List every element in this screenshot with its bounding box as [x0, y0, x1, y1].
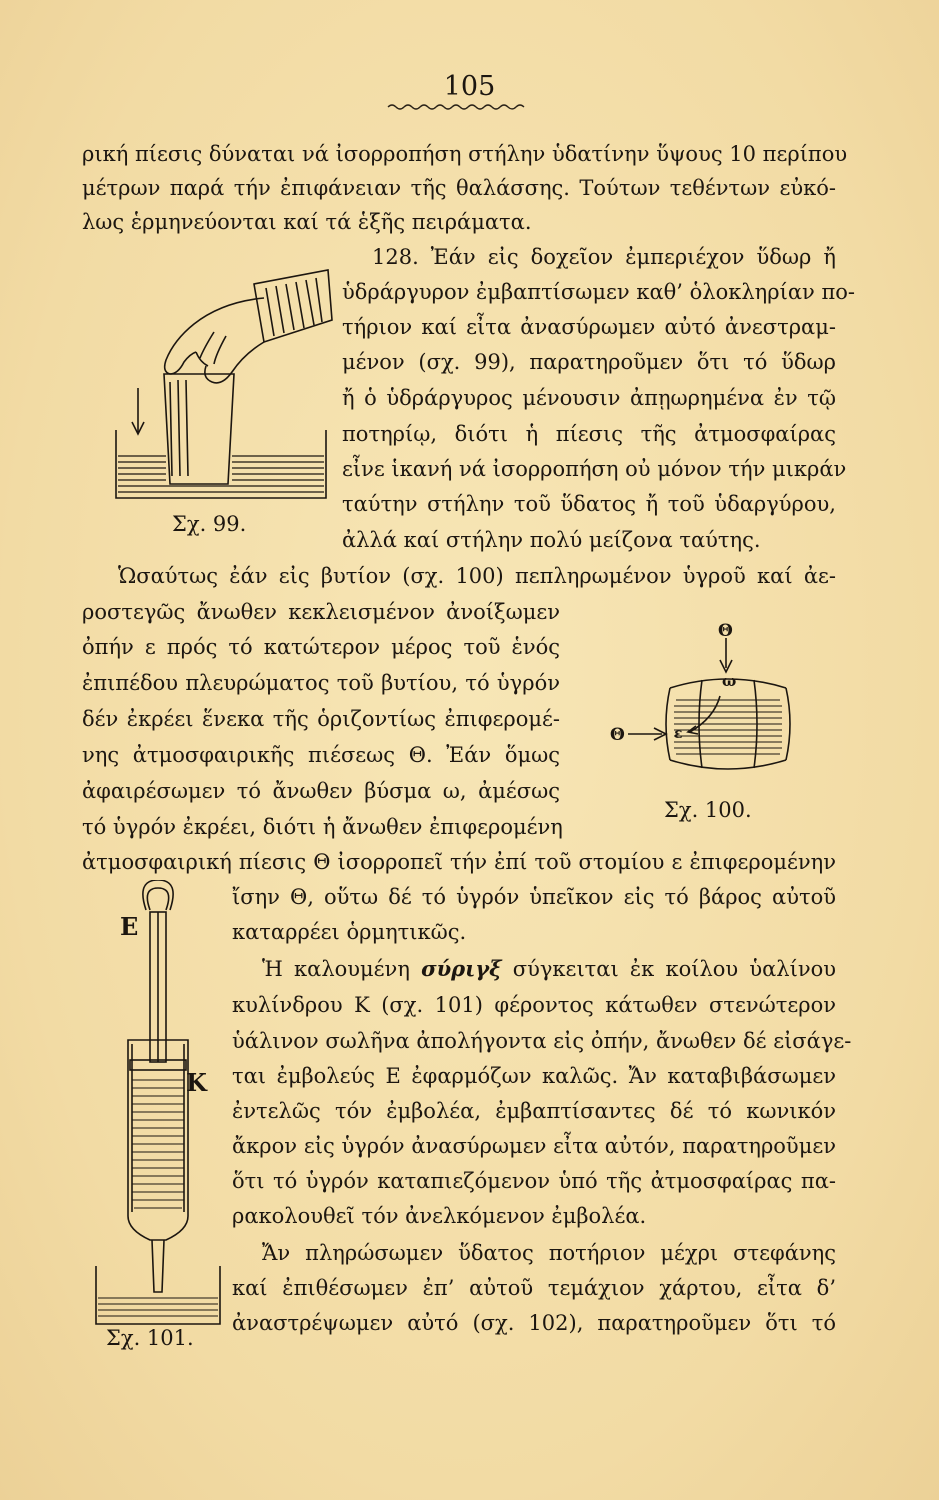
text-line: ὑδράργυρον ἐμβαπτίσωμεν καθ’ ὁλοκληρίαν πο-	[342, 280, 856, 304]
text-line: ἴσην Θ, οὕτω δέ τό ὑγρόν ὑπεῖκον εἰς τό βάρος αὐτοῦ	[232, 885, 836, 909]
text-line: ἤ ὁ ὑδράργυρος μένουσιν ἀπῃωρημένα ἐν τῷ	[342, 386, 836, 410]
figure-100-illustration	[610, 614, 810, 784]
figure-100-omega: ω	[722, 672, 737, 690]
page-number-ornament	[386, 103, 526, 111]
text-line: κυλίνδρου Κ (σχ. 101) φέροντος κάτωθεν στενώτερον	[232, 993, 836, 1017]
text-line: καί ἐπιθέσωμεν ἐπ’ αὐτοῦ τεμάχιον χάρτου, εἶτα δ’	[232, 1276, 836, 1300]
figure-100-theta-left: Θ	[610, 725, 625, 745]
syringe-prefix: Ἡ καλουμένη	[262, 957, 410, 981]
text-line: μένον (σχ. 99), παρατηροῦμεν ὅτι τό ὕδωρ	[342, 350, 836, 374]
text-line: ἀλλά καί στήλην πολύ μείζονα ταύτης.	[342, 528, 761, 552]
figure-101-illustration	[92, 880, 224, 1330]
text-line: λως ἑρμηνεύονται καί τά ἑξῆς πειράματα.	[82, 210, 532, 234]
figure-100-theta-top: Θ	[718, 621, 733, 641]
text-line: τό ὑγρόν ἐκρέει, διότι ἡ ἄνωθεν ἐπιφερομένη	[82, 815, 563, 839]
text-line: ταύτην στήλην τοῦ ὕδατος ἤ τοῦ ὑδαργύρου,	[342, 492, 836, 516]
text-line: ρακολουθεῖ τόν ἀνελκόμενον ἐμβολέα.	[232, 1204, 647, 1228]
syringe-heading-line	[262, 955, 836, 983]
text-line: ται ἐμβολεύς Ε ἐφαρμόζων καλῶς. Ἄν καταβιβάσωμεν	[232, 1064, 836, 1088]
text-line: νης ἀτμοσφαιρικῆς πιέσεως Θ. Ἐάν ὅμως	[82, 743, 560, 767]
text-line: ἀναστρέψωμεν αὐτό (σχ. 102), παρατηροῦμεν ὅτι τό	[232, 1311, 836, 1335]
text-line: 128. Ἐάν εἰς δοχεῖον ἐμπεριέχον ὕδωρ ἤ	[372, 245, 836, 269]
text-line: εἶνε ἱκανή νά ἰσορροπήση οὐ μόνον τήν μικράν	[342, 457, 847, 481]
text-line: μέτρων παρά τήν ἐπιφάνειαν τῆς θαλάσσης. Τούτων τεθέντων εὐκό-	[82, 176, 836, 200]
text-line: ρική πίεσις δύναται νά ἰσορροπήση στήλην ὑδατίνην ὕψους 10 περίπου	[82, 142, 848, 166]
figure-100-caption: Σχ. 100.	[664, 798, 752, 822]
text-line: ἐντελῶς τόν ἐμβολέα, ἐμβαπτίσαντες δέ τό κωνικόν	[232, 1099, 836, 1123]
text-line: ἐπιπέδου πλευρώματος τοῦ βυτίου, τό ὑγρόν	[82, 671, 560, 695]
text-line: ροστεγῶς ἄνωθεν κεκλεισμένον ἀνοίξωμεν	[82, 600, 560, 624]
figure-99-caption: Σχ. 99.	[172, 512, 247, 536]
figure-101-label-e: Ε	[120, 912, 139, 941]
text-line: τήριον καί εἶτα ἀνασύρωμεν αὐτό ἀνεστραμ-	[342, 315, 836, 339]
text-line: σύγκειται ἐκ κοίλου ὑαλίνου	[512, 957, 837, 981]
text-line: ποτηρίῳ, διότι ἡ πίεσις τῆς ἀτμοσφαίρας	[342, 422, 836, 446]
page-number: 105	[443, 71, 496, 102]
text-line: ὅτι τό ὑγρόν καταπιεζόμενον ὑπό τῆς ἀτμοσφαίρας πα-	[232, 1169, 836, 1193]
syringe-term: σύριγξ	[421, 956, 502, 981]
figure-101-caption: Σχ. 101.	[106, 1326, 194, 1350]
text-line: Ἄν πληρώσωμεν ὕδατος ποτήριον μέχρι στεφάνης	[262, 1241, 836, 1265]
text-line: δέν ἐκρέει ἕνεκα τῆς ὁριζοντίως ἐπιφερομέ-	[82, 707, 560, 731]
text-line: καταρρέει ὁρμητικῶς.	[232, 920, 467, 944]
figure-100-epsilon: ε	[674, 726, 683, 742]
text-line: ἄκρον εἰς ὑγρόν ἀνασύρωμεν εἶτα αὐτόν, παρατηροῦμεν	[232, 1134, 836, 1158]
figure-99-illustration	[104, 262, 336, 512]
text-line: ἀφαιρέσωμεν τό ἄνωθεν βύσμα ω, ἀμέσως	[82, 779, 560, 803]
text-line: Ὡσαύτως ἐάν εἰς βυτίον (σχ. 100) πεπληρωμένον ὑγροῦ καί ἀε-	[118, 564, 836, 588]
text-line: ὑάλινον σωλῆνα ἀπολήγοντα εἰς ὀπήν, ἄνωθεν δέ εἰσάγε-	[232, 1029, 852, 1053]
text-line: ὀπήν ε πρός τό κατώτερον μέρος τοῦ ἑνός	[82, 635, 560, 659]
text-line: ἀτμοσφαιρική πίεσις Θ ἰσορροπεῖ τήν ἐπί τοῦ στομίου ε ἐπιφερομένην	[82, 850, 836, 874]
figure-101-label-k: Κ	[186, 1068, 207, 1097]
